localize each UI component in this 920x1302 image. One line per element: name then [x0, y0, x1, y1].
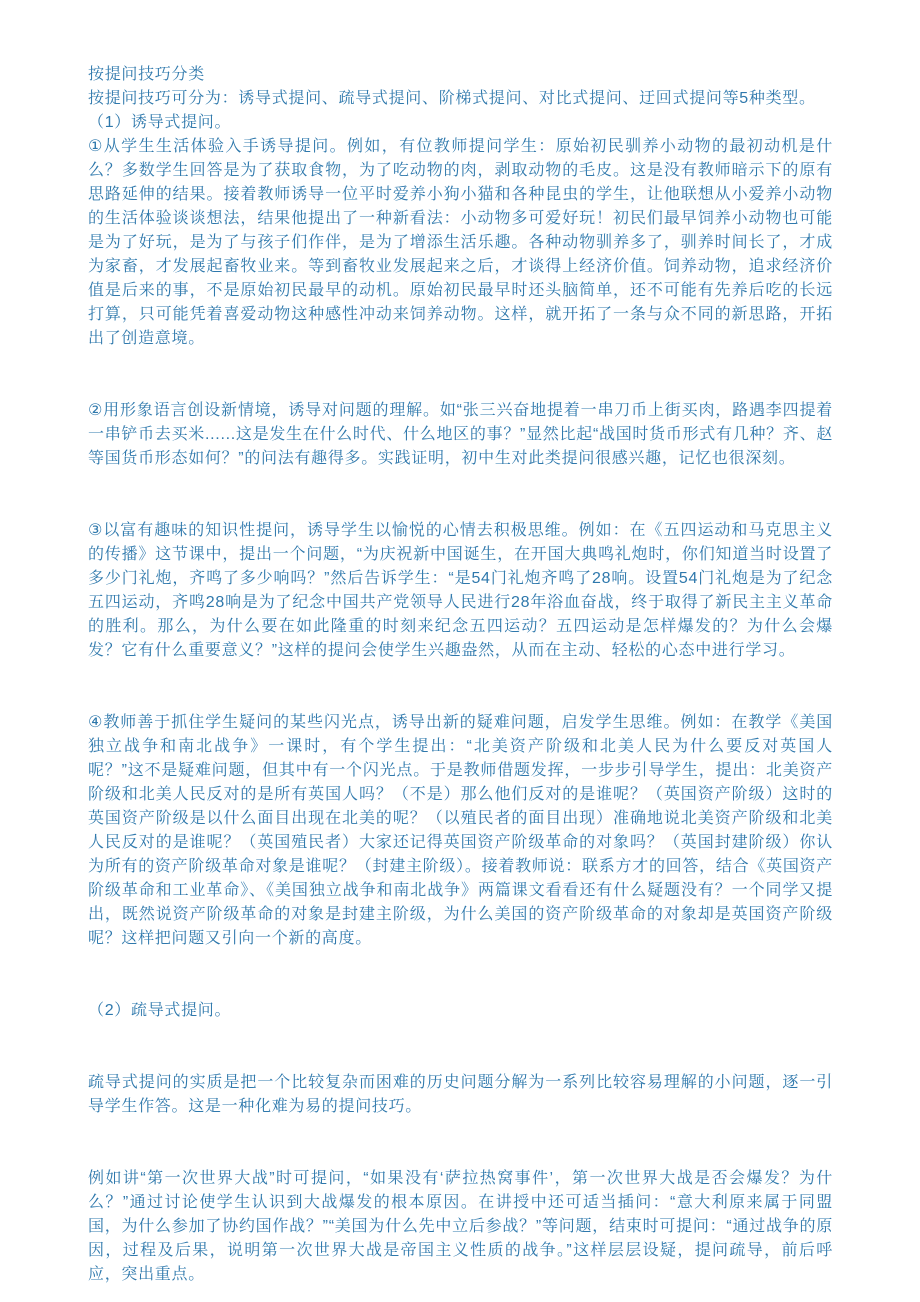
- doc-heading: 按提问技巧分类: [88, 66, 205, 83]
- paragraph-guide-1: 疏导式提问的实质是把一个比较复杂而困难的历史问题分解为一系列比较容易理解的小问题，逐一引导学生作答。这是一种化难为易的提问技巧。: [88, 1074, 833, 1115]
- paragraph-induce-1: ①从学生生活体验入手诱导提问。例如，有位教师提问学生：原始初民驯养小动物的最初动机是什么？多数学生回答是为了获取食物，为了吃动物的肉，剥取动物的毛皮。这是没有教师暗示下的原有思路延伸的结果。接着教师诱导一位平时爱养小狗小猫和各种昆虫的学生，让他联想从小爱养小动物的生活体验谈谈想法，结果他提出了一种新看法：小动物多可爱好玩！初民们最早饲养小动物也可能是为了好玩，是为了与孩子们作伴，是为了增添生活乐趣。各种动物驯养多了，驯养时间长了，才成为家畜，才发展起畜牧业来。等到畜牧业发展起来之后，才谈得上经济价值。饲养动物，追求经济价值是后来的事，不是原始初民最早的动机。原始初民最早时还头脑简单，还不可能有先养后吃的长远打算，只可能凭着喜爱动物这种感性冲动来饲养动物。这样，就开拓了一条与众不同的新思路，开拓出了创造意境。: [88, 138, 833, 347]
- paragraph-guide-2: 例如讲“第一次世界大战”时可提问，“如果没有‘萨拉热窝事件’，第一次世界大战是否会爆发？为什么？”通过讨论使学生认识到大战爆发的根本原因。在讲授中还可适当插问：“意大利原来属于同盟国，为什么参加了协约国作战？”“美国为什么先中立后参战？”等问题，结束时可提问：“通过战争的原因，过程及后果，说明第一次世界大战是帝国主义性质的战争。”这样层层设疑，提问疏导，前后呼应，突出重点。: [88, 1170, 833, 1283]
- section-1-heading: （1）诱导式提问。: [88, 114, 232, 131]
- paragraph-induce-4: ④教师善于抓住学生疑问的某些闪光点，诱导出新的疑难问题，启发学生思维。例如：在教学《美国独立战争和南北战争》一课时，有个学生提出：“北美资产阶级和北美人民为什么要反对英国人呢？”这不是疑难问题，但其中有一个闪光点。于是教师借题发挥，一步步引导学生，提出：北美资产阶级和北美人民反对的是所有英国人吗？（不是）那么他们反对的是谁呢？（英国资产阶级）这时的英国资产阶级是以什么面目出现在北美的呢？（以殖民者的面目出现）准确地说北美资产阶级和北美人民反对的是谁呢？（英国殖民者）大家还记得英国资产阶级革命的对象吗？（英国封建阶级）你认为所有的资产阶级革命对象是谁呢？（封建主阶级）。接着教师说：联系方才的回答，结合《英国资产阶级革命和工业革命》、《美国独立战争和南北战争》两篇课文看看还有什么疑题没有？一个同学又提出，既然说资产阶级革命的对象是封建主阶级，为什么美国的资产阶级革命的对象却是英国资产阶级呢？这样把问题又引向一个新的高度。: [88, 714, 833, 947]
- classification-line: 按提问技巧可分为：诱导式提问、疏导式提问、阶梯式提问、对比式提问、迂回式提问等5种类型。: [88, 90, 816, 107]
- section-2-heading: （2）疏导式提问。: [88, 1002, 232, 1019]
- paragraph-induce-3: ③以富有趣味的知识性提问，诱导学生以愉悦的心情去积极思维。例如：在《五四运动和马克思主义的传播》这节课中，提出一个问题，“为庆祝新中国诞生，在开国大典鸣礼炮时，你们知道当时设置了多少门礼炮，齐鸣了多少响吗？”然后告诉学生：“是54门礼炮齐鸣了28响。设置54门礼炮是为了纪念五四运动，齐鸣28响是为了纪念中国共产党领导人民进行28年浴血奋战，终于取得了新民主主义革命的胜利。那么，为什么要在如此隆重的时刻来纪念五四运动？五四运动是怎样爆发的？为什么会爆发？它有什么重要意义？”这样的提问会使学生兴趣盎然，从而在主动、轻松的心态中进行学习。: [88, 522, 833, 659]
- document-body: [88, 63, 833, 1287]
- paragraph-induce-2: ②用形象语言创设新情境，诱导对问题的理解。如“张三兴奋地提着一串刀币上街买肉，路遇李四提着一串铲币去买米......这是发生在什么时代、什么地区的事？”显然比起“战国时货币形式有几种？齐、赵等国货币形态如何？”的问法有趣得多。实践证明，初中生对此类提问很感兴趣，记忆也很深刻。: [88, 402, 833, 467]
